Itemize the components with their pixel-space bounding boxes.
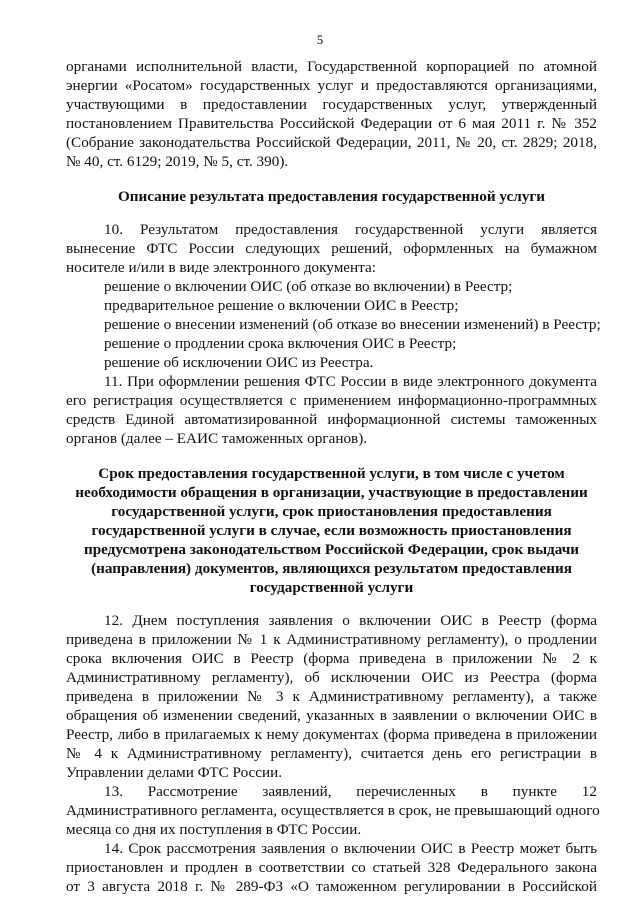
text-line: постановлением Правительства Российской Федерации от 6 мая 2011 г. № 352 xyxy=(66,115,597,132)
text-line: 10. Результатом предоставления государственной услуги является xyxy=(104,221,597,238)
page-number: 5 xyxy=(316,33,324,47)
text-line: от 3 августа 2018 г. № 289-ФЗ «О таможенном регулировании в Российской xyxy=(66,878,597,895)
text-line: участвующими в предоставлении государственных услуг, утвержденный xyxy=(66,96,597,113)
heading-line: государственной услуги, срок приостановления предоставления xyxy=(111,503,552,520)
text-line: Административному регламенту), об исключении ОИС из Реестра (форма xyxy=(66,669,597,686)
heading-line: государственной услуги в случае, если возможность приостановления xyxy=(91,522,572,539)
list-item: решение об исключении ОИС из Реестра. xyxy=(104,354,374,371)
text-line: энергии «Росатом» государственных услуг и предоставляются организациями, xyxy=(66,77,597,94)
text-line: 13. Рассмотрение заявлений, перечисленных в пункте 12 xyxy=(104,783,597,800)
text-line: органами исполнительной власти, Государственной корпорацией по атомной xyxy=(66,58,597,75)
text-line: приведена в приложении № 3 к Административному регламенту), а также xyxy=(66,688,597,705)
list-item: решение о включении ОИС (об отказе во включении) в Реестр; xyxy=(104,278,513,295)
text-line: Управлении делами ФТС России. xyxy=(66,764,283,781)
text-line: 11. При оформлении решения ФТС России в виде электронного документа xyxy=(104,373,597,390)
text-line: (Собрание законодательства Российской Федерации, 2011, № 20, ст. 2829; 2018, xyxy=(66,134,597,151)
text-line: приостановлен и продлен в соответствии со статьей 328 Федерального закона xyxy=(66,859,597,876)
text-line: средств Единой автоматизированной информационной системы таможенных xyxy=(66,411,597,428)
text-line: № 40, ст. 6129; 2019, № 5, ст. 390). xyxy=(66,153,289,170)
text-line: Административного регламента, осуществляется в срок, не превышающий одного xyxy=(66,802,600,819)
heading-line: Срок предоставления государственной услуги, в том числе с учетом xyxy=(98,465,565,482)
text-line: 12. Днем поступления заявления о включении ОИС в Реестр (форма xyxy=(104,612,597,629)
heading-line: (направления) документов, являющихся результатом предоставления xyxy=(91,560,572,577)
section-heading-result: Описание результата предоставления государственной услуги xyxy=(117,188,546,205)
text-line: приведена в приложении № 1 к Административному регламенту), о продлении xyxy=(66,631,597,648)
list-item: решение о продлении срока включения ОИС в Реестр; xyxy=(104,335,457,352)
text-line: органов (далее – ЕАИС таможенных органов). xyxy=(66,430,368,447)
text-line: вынесение ФТС России следующих решений, оформленных на бумажном xyxy=(66,240,597,257)
heading-line: государственной услуги xyxy=(249,579,414,596)
heading-line: необходимости обращения в организации, участвующие в предоставлении xyxy=(75,484,588,501)
heading-line: предусмотрена законодательством Российской Федерации, срок выдачи xyxy=(83,541,580,558)
text-line: Реестр, либо в прилагаемых к нему документах (форма приведена в приложении xyxy=(66,726,597,743)
list-item: решение о внесении изменений (об отказе во внесении изменений) в Реестр; xyxy=(104,316,601,333)
text-line: его регистрация осуществляется с применением информационно-программных xyxy=(66,392,597,409)
text-line: обращения об изменении сведений, указанных в заявлении о включении ОИС в xyxy=(66,707,597,724)
text-line: срока включения ОИС в Реестр (форма приведена в приложении № 2 к xyxy=(66,650,597,667)
text-line: № 4 к Административному регламенту), считается день его регистрации в xyxy=(66,745,597,762)
list-item: предварительное решение о включении ОИС в Реестр; xyxy=(104,297,459,314)
text-line: 14. Срок рассмотрения заявления о включении ОИС в Реестр может быть xyxy=(104,840,597,857)
text-line: месяца со дня их поступления в ФТС России. xyxy=(66,821,362,838)
text-line: носителе и/или в виде электронного документа: xyxy=(66,259,376,276)
